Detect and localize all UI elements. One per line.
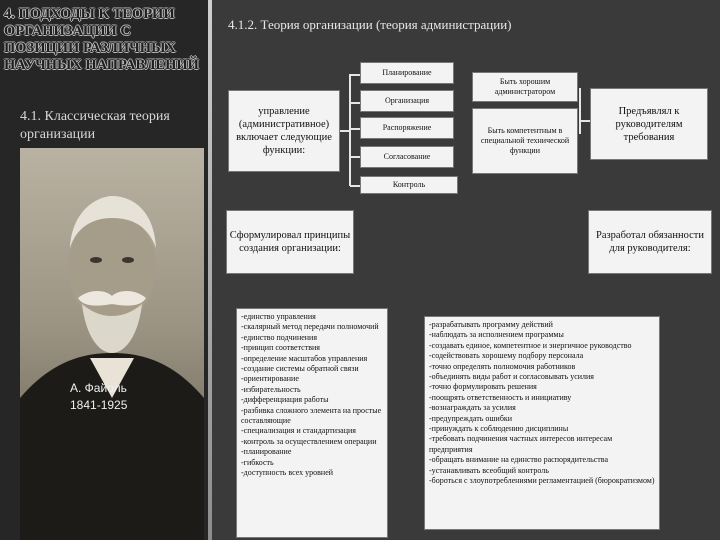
section-title: 4. ПОДХОДЫ К ТЕОРИИ ОРГАНИЗАЦИИ С ПОЗИЦИИ РАЗЛИЧНЫХ НАУЧНЫХ НАПРАВЛЕНИЙ xyxy=(4,6,199,73)
function-box-planning: Планирование xyxy=(360,62,454,84)
function-box-organization: Организация xyxy=(360,90,454,112)
duty-item: -точно определять полномочия работников xyxy=(429,361,576,371)
principle-item: -гибкость xyxy=(241,457,274,467)
subtitle: 4.1. Классическая теория организации xyxy=(20,109,170,142)
principles-list xyxy=(236,308,388,538)
principle-item: -единство управления xyxy=(241,312,316,321)
principle-item: -избирательность xyxy=(241,384,301,394)
connector-control xyxy=(350,185,360,187)
duty-item: -требовать подчинения частных интересов интересам предприятия xyxy=(429,434,613,454)
management-box: управление (административное) включает следующие функции: xyxy=(228,90,340,172)
duty-item: -устанавливать всеобщий контроль xyxy=(429,465,549,475)
duties-heading-box: Разработал обязанности для руководителя: xyxy=(588,210,712,274)
duty-item: -предупреждать ошибки xyxy=(429,413,513,423)
caption-name: А. Файоль xyxy=(70,381,127,395)
function-box-coordination: Согласование xyxy=(360,146,454,168)
principle-item: -контроль за осуществлением операции xyxy=(241,436,377,446)
duty-item: -содействовать хорошему подбору персонала xyxy=(429,351,584,361)
connector-disp xyxy=(350,128,360,130)
duty-item: -обращать внимание на единство распорядительства xyxy=(429,455,608,465)
principle-item: -специализация и стандартизация xyxy=(241,426,356,436)
duty-item: -объединять виды работ и согласовывать усилия xyxy=(429,372,594,382)
principle-item: -планирование xyxy=(241,447,292,457)
quality-box-competent: Быть компетентным в специальной технической функции xyxy=(472,108,578,174)
principle-item: -ориентирование xyxy=(241,374,299,384)
duty-item: -вознаграждать за усилия xyxy=(429,403,516,413)
duty-item: -разрабатывать программу действий xyxy=(429,320,553,329)
slide-heading: 4.1.2. Теория организации (теория администрации) xyxy=(228,17,512,32)
duty-item: -бороться с злоупотреблениями регламентацией (бюрократизмом) xyxy=(429,476,655,486)
portrait-caption xyxy=(70,380,180,414)
duty-item: -наблюдать за исполнением программы xyxy=(429,330,564,340)
quality-box-administrator: Быть хорошим администратором xyxy=(472,72,578,102)
function-box-disposition: Распоряжение xyxy=(360,117,454,139)
duties-list xyxy=(424,316,660,530)
principle-item: -принцип соответствия xyxy=(241,343,320,353)
connector-mgmt xyxy=(340,130,350,132)
caption-years: 1841-1925 xyxy=(70,398,128,412)
portrait-photo xyxy=(20,148,204,540)
connector-org xyxy=(350,102,360,104)
principle-item: -создание системы обратной связи xyxy=(241,364,359,374)
principles-heading-box: Сформулировал принципы создания организации: xyxy=(226,210,354,274)
connector-req xyxy=(580,120,590,122)
duty-item: -создавать единое, компетентное и энергичное руководство xyxy=(429,340,632,350)
connector-quality-spine xyxy=(579,88,581,134)
principle-item: -доступность всех уровней xyxy=(241,468,334,478)
principle-item: -дифференциация работы xyxy=(241,395,329,405)
duty-item: -поощрять ответственность и инициативу xyxy=(429,392,572,402)
principle-item: -скалярный метод передачи полномочий xyxy=(241,322,379,332)
duty-item: -точно формулировать решения xyxy=(429,382,537,392)
principle-item: -определение масштабов управления xyxy=(241,353,368,363)
function-box-control: Контроль xyxy=(360,176,458,194)
connector-plan xyxy=(350,74,360,76)
connector-coord xyxy=(350,156,360,158)
principle-item: -разбивка сложного элемента на простые составляющие xyxy=(241,405,382,426)
requirements-box: Предъявлял к руководителям требования xyxy=(590,88,708,160)
duty-item: -принуждать к соблюдению дисциплины xyxy=(429,424,569,434)
principle-item: -единство подчинения xyxy=(241,332,318,342)
